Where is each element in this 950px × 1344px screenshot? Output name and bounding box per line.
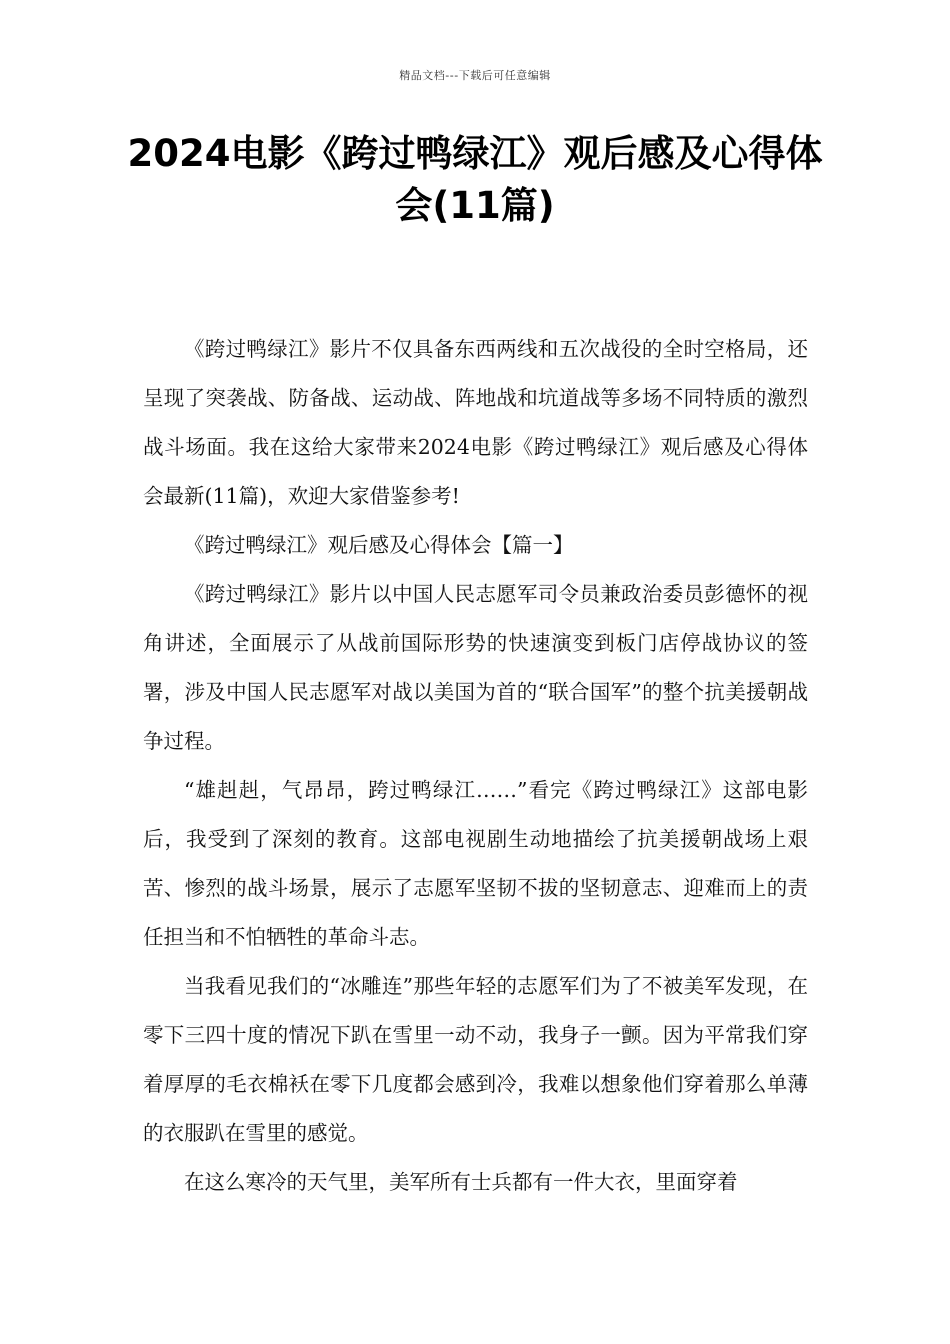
document-body: [143, 325, 808, 1207]
paragraph: 在这么寒冷的天气里，美军所有士兵都有一件大衣，里面穿着: [184, 1170, 738, 1194]
paragraph: 《跨过鸭绿江》影片以中国人民志愿军司令员兼政治委员彭德怀的视角讲述，全面展示了从战前国际形势的快速演变到板门店停战协议的签署，涉及中国人民志愿军对战以美国为首的“联合国军”的整个抗美援朝战争过程。: [143, 582, 808, 753]
document-title: 2024电影《跨过鸭绿江》观后感及心得体会(11篇): [127, 132, 823, 227]
paragraph: 当我看见我们的“冰雕连”那些年轻的志愿军们为了不被美军发现，在零下三四十度的情况下趴在雪里一动不动，我身子一颤。因为平常我们穿着厚厚的毛衣棉袄在零下几度都会感到冷，我难以想象他们穿着那么单薄的衣服趴在雪里的感觉。: [143, 974, 808, 1145]
paragraph-intro: 《跨过鸭绿江》影片不仅具备东西两线和五次战役的全时空格局，还呈现了突袭战、防备战、运动战、阵地战和坑道战等多场不同特质的激烈战斗场面。我在这给大家带来2024电影《跨过鸭绿江》观后感及心得体会最新(11篇)，欢迎大家借鉴参考!: [143, 337, 808, 508]
section-heading: 《跨过鸭绿江》观后感及心得体会【篇一】: [184, 533, 574, 557]
header-note: 精品文档---下载后可任意编辑: [399, 69, 551, 82]
paragraph: “雄赳赳，气昂昂，跨过鸭绿江……”看完《跨过鸭绿江》这部电影后，我受到了深刻的教育。这部电视剧生动地描绘了抗美援朝战场上艰苦、惨烈的战斗场景，展示了志愿军坚韧不拔的坚韧意志、迎难而上的责任担当和不怕牺牲的革命斗志。: [143, 778, 808, 949]
